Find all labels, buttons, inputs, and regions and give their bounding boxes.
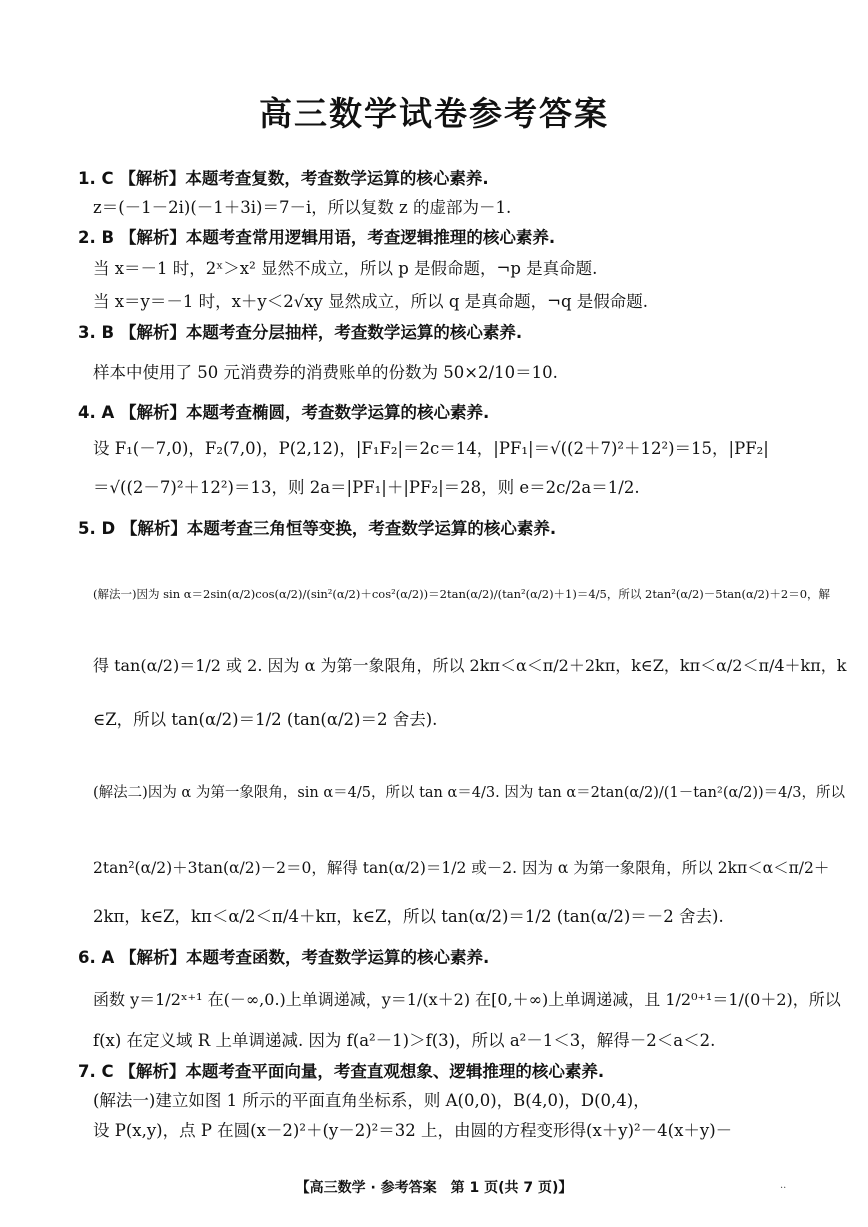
q1-solution: z＝(－1－2i)(－1＋3i)＝7－i，所以复数 z 的虚部为－1. bbox=[93, 198, 512, 217]
q5-method2-2: 2tan²(α/2)＋3tan(α/2)－2＝0，解得 tan(α/2)＝1/2 或－2. 因为 α 为第一象限角，所以 2kπ＜α＜π/2＋ bbox=[93, 859, 830, 877]
q4-solution-2: ＝√((2－7)²＋12²)＝13，则 2a＝|PF₁|＋|PF₂|＝28，则 e＝2c/2a＝1/2. bbox=[93, 478, 640, 497]
q5-method2-3: 2kπ，k∈Z，kπ＜α/2＜π/4＋kπ，k∈Z，所以 tan(α/2)＝1/2 (tan(α/2)＝－2 舍去). bbox=[93, 907, 724, 926]
q5-method2-1: (解法二)因为 α 为第一象限角，sin α＝4/5，所以 tan α＝4/3. 因为 tan α＝2tan(α/2)/(1－tan²(α/2))＝4/3，所以 bbox=[93, 785, 846, 801]
q2-solution-2: 当 x＝y＝－1 时，x＋y＜2√xy 显然成立，所以 q 是真命题，¬q 是假命题. bbox=[93, 292, 649, 311]
q6-solution-2: f(x) 在定义域 R 上单调递减. 因为 f(a²－1)＞f(3)，所以 a²－1＜3，解得－2＜a＜2. bbox=[93, 1031, 716, 1050]
page-title: 高三数学试卷参考答案 bbox=[259, 94, 609, 133]
q7-header: 7. C 【解析】本题考查平面向量，考查直观想象、逻辑推理的核心素养. bbox=[78, 1062, 605, 1081]
q3-header: 3. B 【解析】本题考查分层抽样，考查数学运算的核心素养. bbox=[78, 323, 523, 342]
q3-solution: 样本中使用了 50 元消费券的消费账单的份数为 50×2/10＝10. bbox=[93, 363, 558, 382]
q5-header: 5. D 【解析】本题考查三角恒等变换，考查数学运算的核心素养. bbox=[78, 519, 557, 538]
q5-method1-2: 得 tan(α/2)＝1/2 或 2. 因为 α 为第一象限角，所以 2kπ＜α＜π/2＋2kπ，k∈Z，kπ＜α/2＜π/4＋kπ，k bbox=[93, 656, 847, 675]
q4-header: 4. A 【解析】本题考查椭圆，考查数学运算的核心素养. bbox=[78, 403, 490, 422]
q7-solution-1: (解法一)建立如图 1 所示的平面直角坐标系，则 A(0,0)，B(4,0)，D(0,4)， bbox=[93, 1091, 650, 1110]
q2-solution-1: 当 x＝－1 时，2ˣ＞x² 显然不成立，所以 p 是假命题，¬p 是真命题. bbox=[93, 259, 598, 278]
q6-solution-1: 函数 y＝1/2ˣ⁺¹ 在(－∞,0.)上单调递减，y＝1/(x＋2) 在[0,＋∞)上单调递减，且 1/2⁰⁺¹＝1/(0＋2)，所以 bbox=[93, 990, 841, 1009]
q7-solution-2: 设 P(x,y)，点 P 在圆(x－2)²＋(y－2)²＝32 上，由圆的方程变形得(x＋y)²－4(x＋y)－ bbox=[93, 1121, 733, 1140]
corner-mark: ·· bbox=[780, 1183, 787, 1194]
q4-solution-1: 设 F₁(－7,0)，F₂(7,0)，P(2,12)，|F₁F₂|＝2c＝14，|PF₁|＝√((2＋7)²＋12²)＝15，|PF₂| bbox=[93, 439, 769, 458]
q5-method1-3: ∈Z，所以 tan(α/2)＝1/2 (tan(α/2)＝2 舍去). bbox=[93, 710, 438, 729]
q2-header: 2. B 【解析】本题考查常用逻辑用语，考查逻辑推理的核心素养. bbox=[78, 228, 556, 247]
q1-header: 1. C 【解析】本题考查复数，考查数学运算的核心素养. bbox=[78, 169, 489, 188]
q5-method1-1: (解法一)因为 sin α＝2sin(α/2)cos(α/2)/(sin²(α/2)＋cos²(α/2))＝2tan(α/2)/(tan²(α/2)＋1)＝4/5，所以 2tan²(α/2)－5tan(α/2)＋2＝0，解 bbox=[93, 587, 831, 601]
page-footer: 【高三数学 · 参考答案 第 1 页(共 7 页)】 bbox=[295, 1180, 573, 1196]
q6-header: 6. A 【解析】本题考查函数，考查数学运算的核心素养. bbox=[78, 948, 490, 967]
